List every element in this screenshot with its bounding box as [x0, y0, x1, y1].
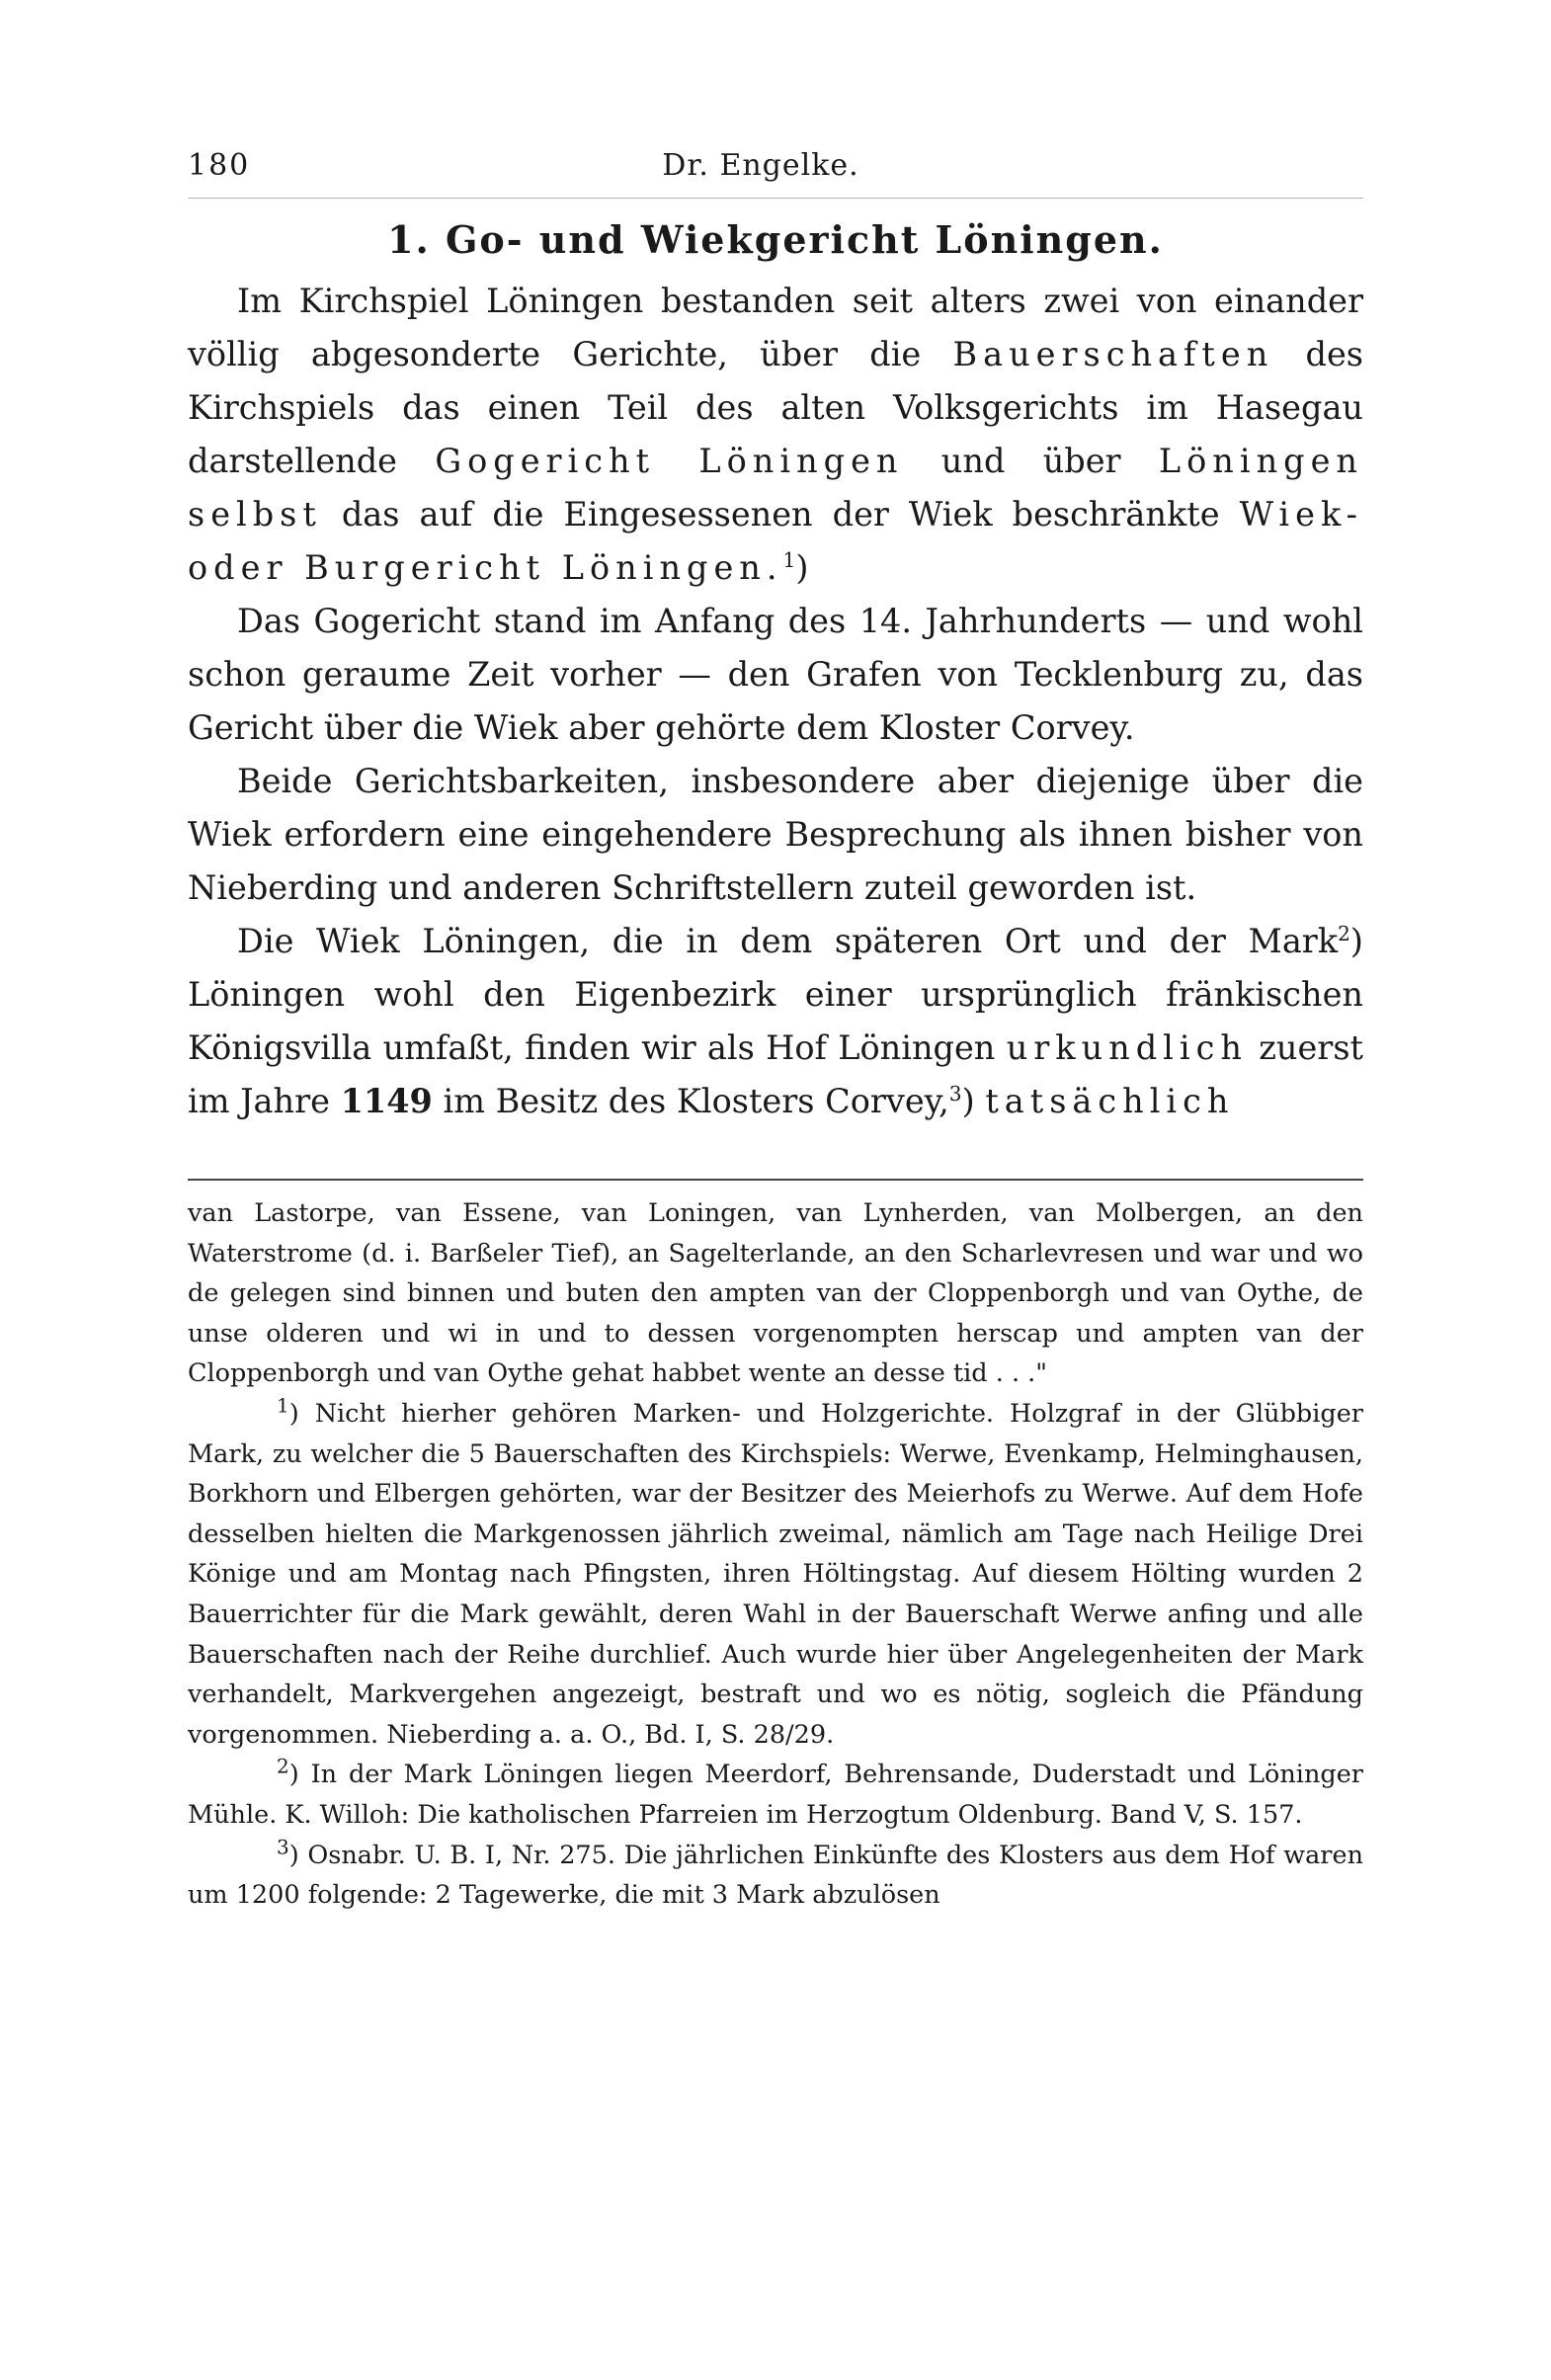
main-text	[188, 215, 1363, 1128]
emphasis: Löningen selbst	[188, 442, 1363, 533]
year: 1149	[340, 1082, 433, 1120]
emphasis: Wiek- oder Burgericht Löningen.	[188, 495, 1363, 587]
text: im Besitz des Klosters Corvey,	[432, 1082, 949, 1120]
footnote-text: ) In der Mark Löningen liegen Meerdorf, Behrensande, Duderstadt und Löninger Mühle. K. Willoh: Die katholischen Pfarreien im Herzogtum Oldenburg. Band V, S. 157.	[188, 1760, 1363, 1830]
footnote-3	[188, 1836, 1363, 1916]
emphasis: urkundlich	[1006, 1028, 1248, 1067]
footnote-ref-3[interactable]: 3	[948, 1081, 962, 1106]
footnote-ref-2[interactable]: 2	[1338, 921, 1350, 945]
page-number: 180	[188, 148, 251, 183]
paragraph-2: Das Gogericht stand im Anfang des 14. Jahrhunderts — und wohl schon geraume Zeit vorher — den Grafen von Tecklenburg zu, das Gericht über die Wiek aber gehörte dem Kloster Corvey.	[188, 602, 1363, 747]
footnote-rule	[188, 1179, 1363, 1181]
footnote-mark: 2	[277, 1754, 289, 1778]
paragraph-4	[188, 915, 1363, 1128]
footnotes	[188, 1193, 1363, 1916]
footnote-2	[188, 1755, 1363, 1835]
text: Die Wiek Löningen, die in dem späteren Ort und der Mark	[237, 922, 1339, 960]
text: des Kirchspiels das einen Teil des alten Volksgerichts im Hasegau darstellende	[188, 335, 1363, 480]
footnote-mark: 3	[277, 1835, 289, 1858]
footnote-ref-1[interactable]: 1	[782, 547, 796, 572]
footnote-continuation: van Lastorpe, van Essene, van Loningen, van Lynherden, van Molbergen, an den Waterstrome (d. i. Barßeler Tief), an Sagelterlande, an den Scharlevresen und war und wo de gelegen sind binnen und buten den ampten van der Cloppenborgh und van Oythe, de unse olderen und wi in und to dessen vorgenompten herscap und ampten van der Cloppenborgh und van Oythe gehat habbet wente an desse tid . . ."	[188, 1198, 1363, 1389]
header-rule	[188, 198, 1363, 199]
text: zuerst im Jahre	[188, 1028, 1363, 1120]
text: ) Löningen wohl den Eigenbezirk einer ursprünglich fränkischen Königsvilla umfaßt, finden wir als Hof Löningen	[188, 922, 1363, 1067]
text: das auf die Eingesessenen der Wiek beschränkte	[321, 495, 1240, 533]
text: Im Kirchspiel Löningen bestanden seit alters zwei von einander völlig abgesonderte Gerichte, über die	[188, 282, 1363, 373]
text: )	[961, 1082, 986, 1120]
paragraph-1	[188, 275, 1363, 595]
footnote-text: ) Osnabr. U. B. I, Nr. 275. Die jährlichen Einkünfte des Klosters aus dem Hof waren um 1200 folgende: 2 Tagewerke, die mit 3 Mark abzulösen	[188, 1840, 1363, 1911]
section-title: 1. Go- und Wiekgericht Löningen.	[387, 217, 1164, 262]
emphasis: Gogericht Löningen	[435, 442, 904, 480]
text: )	[795, 548, 809, 587]
footnote-text: ) Nicht hierher gehören Marken- und Holzgerichte. Holzgraf in der Glübbiger Mark, zu welcher die 5 Bauerschaften des Kirchspiels: Werwe, Evenkamp, Helminghausen, Borkhorn und Elbergen gehörten, war der Besitzer des Meierhofs zu Werwe. Auf dem Hofe desselben hielten die Markgenossen jährlich zweimal, nämlich am Tage nach Heilige Drei Könige und am Montag nach Pfingsten, ihren Höltingstag. Auf diesem Hölting wurden 2 Bauerrichter für die Mark gewählt, deren Wahl in der Bauerschaft Werwe anfing und alle Bauerschaften nach der Reihe durchlief. Auch wurde hier über Angelegenheiten der Mark verhandelt, Markvergehen angezeigt, bestraft und wo es nötig, sogleich die Pfändung vorgenommen. Nieberding a. a. O., Bd. I, S. 28/29.	[188, 1398, 1363, 1750]
paragraph-3: Beide Gerichtsbarkeiten, insbesondere aber diejenige über die Wiek erfordern eine eingehendere Besprechung als ihnen bisher von Nieberding und anderen Schriftstellern zuteil geworden ist.	[188, 762, 1363, 907]
footnote-1	[188, 1394, 1363, 1755]
page-header	[158, 148, 1363, 198]
footnote-mark: 1	[277, 1393, 289, 1418]
emphasis: Bauerschaften	[952, 335, 1274, 373]
emphasis: tatsächlich	[985, 1082, 1235, 1120]
text: und über	[903, 442, 1159, 480]
running-head: Dr. Engelke.	[662, 148, 859, 183]
